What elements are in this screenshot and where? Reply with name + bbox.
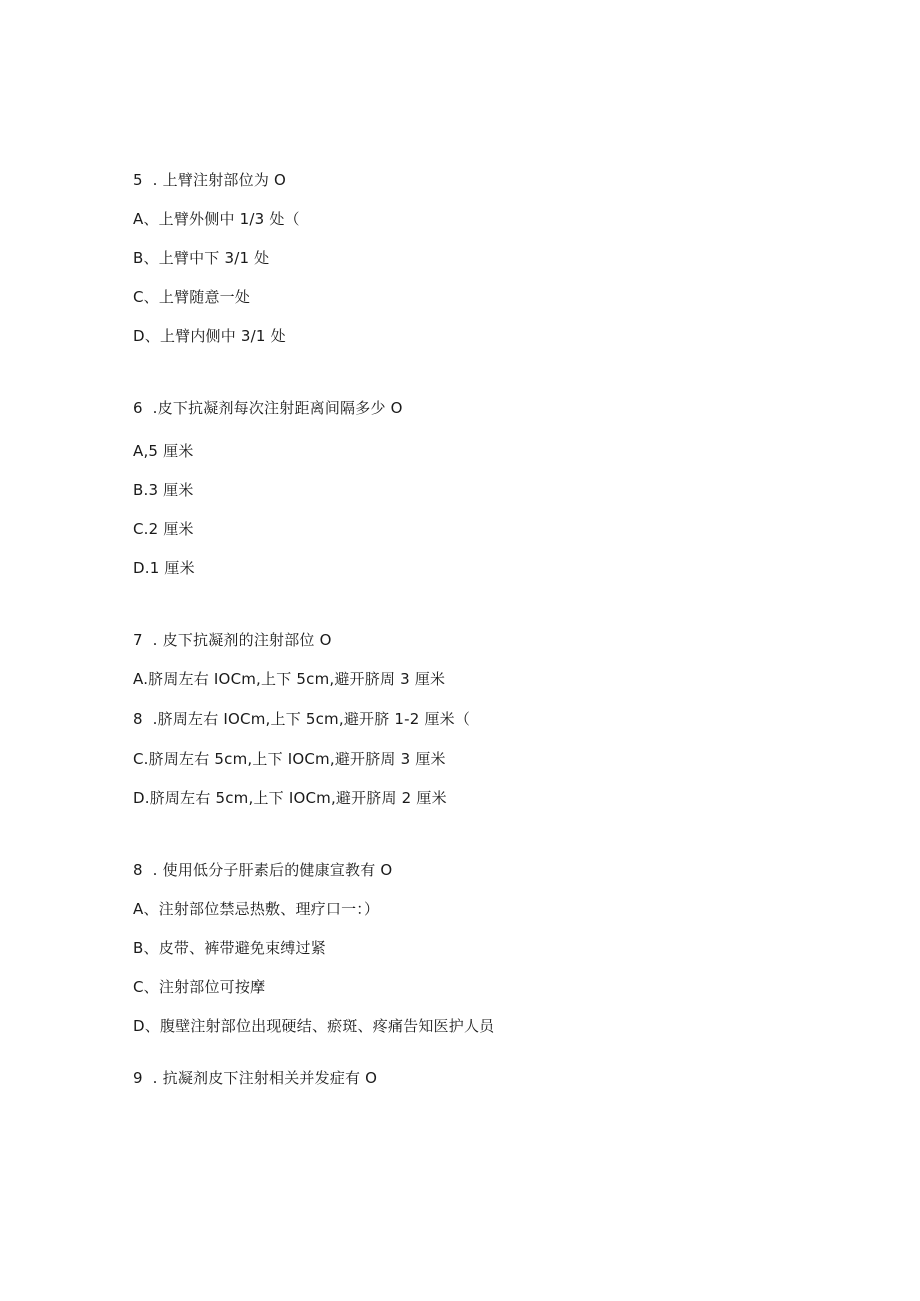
question-8-stem: 8 . 使用低分子肝素后的健康宣教有 O	[133, 861, 393, 879]
question-5-option-b: B、上臂中下 3/1 处	[133, 249, 270, 267]
question-5-option-a: A、上臂外侧中 1/3 处（	[133, 210, 300, 228]
question-6-option-c: C.2 厘米	[133, 520, 194, 538]
question-5-option-c: C、上臂随意一处	[133, 288, 251, 306]
question-6-stem: 6 .皮下抗凝剂每次注射距离间隔多少 O	[133, 399, 403, 417]
question-7-stem: 7 . 皮下抗凝剂的注射部位 O	[133, 631, 332, 649]
question-8-option-a: A、注射部位禁忌热敷、理疗口一：）	[133, 900, 380, 918]
question-7-option-d: D.脐周左右 5cm,上下 IOCm,避开脐周 2 厘米	[133, 789, 447, 807]
question-5-option-d: D、上臂内侧中 3/1 处	[133, 327, 286, 345]
question-6-option-a: A,5 厘米	[133, 442, 194, 460]
question-7-option-a: A.脐周左右 IOCm,上下 5cm,避开脐周 3 厘米	[133, 670, 446, 688]
question-7-option-b: 8 .脐周左右 IOCm,上下 5cm,避开脐 1-2 厘米（	[133, 710, 471, 728]
question-6-option-b: B.3 厘米	[133, 481, 194, 499]
question-7-option-c: C.脐周左右 5cm,上下 IOCm,避开脐周 3 厘米	[133, 750, 446, 768]
question-5-stem: 5 . 上臂注射部位为 O	[133, 171, 286, 189]
question-8-option-b: B、皮带、裤带避免束缚过紧	[133, 939, 326, 957]
question-9-stem: 9 . 抗凝剂皮下注射相关并发症有 O	[133, 1069, 378, 1087]
question-8-option-c: C、注射部位可按摩	[133, 978, 266, 996]
question-8-option-d: D、腹壁注射部位出现硬结、瘀斑、疼痛告知医护人员	[133, 1017, 495, 1035]
question-6-option-d: D.1 厘米	[133, 559, 195, 577]
